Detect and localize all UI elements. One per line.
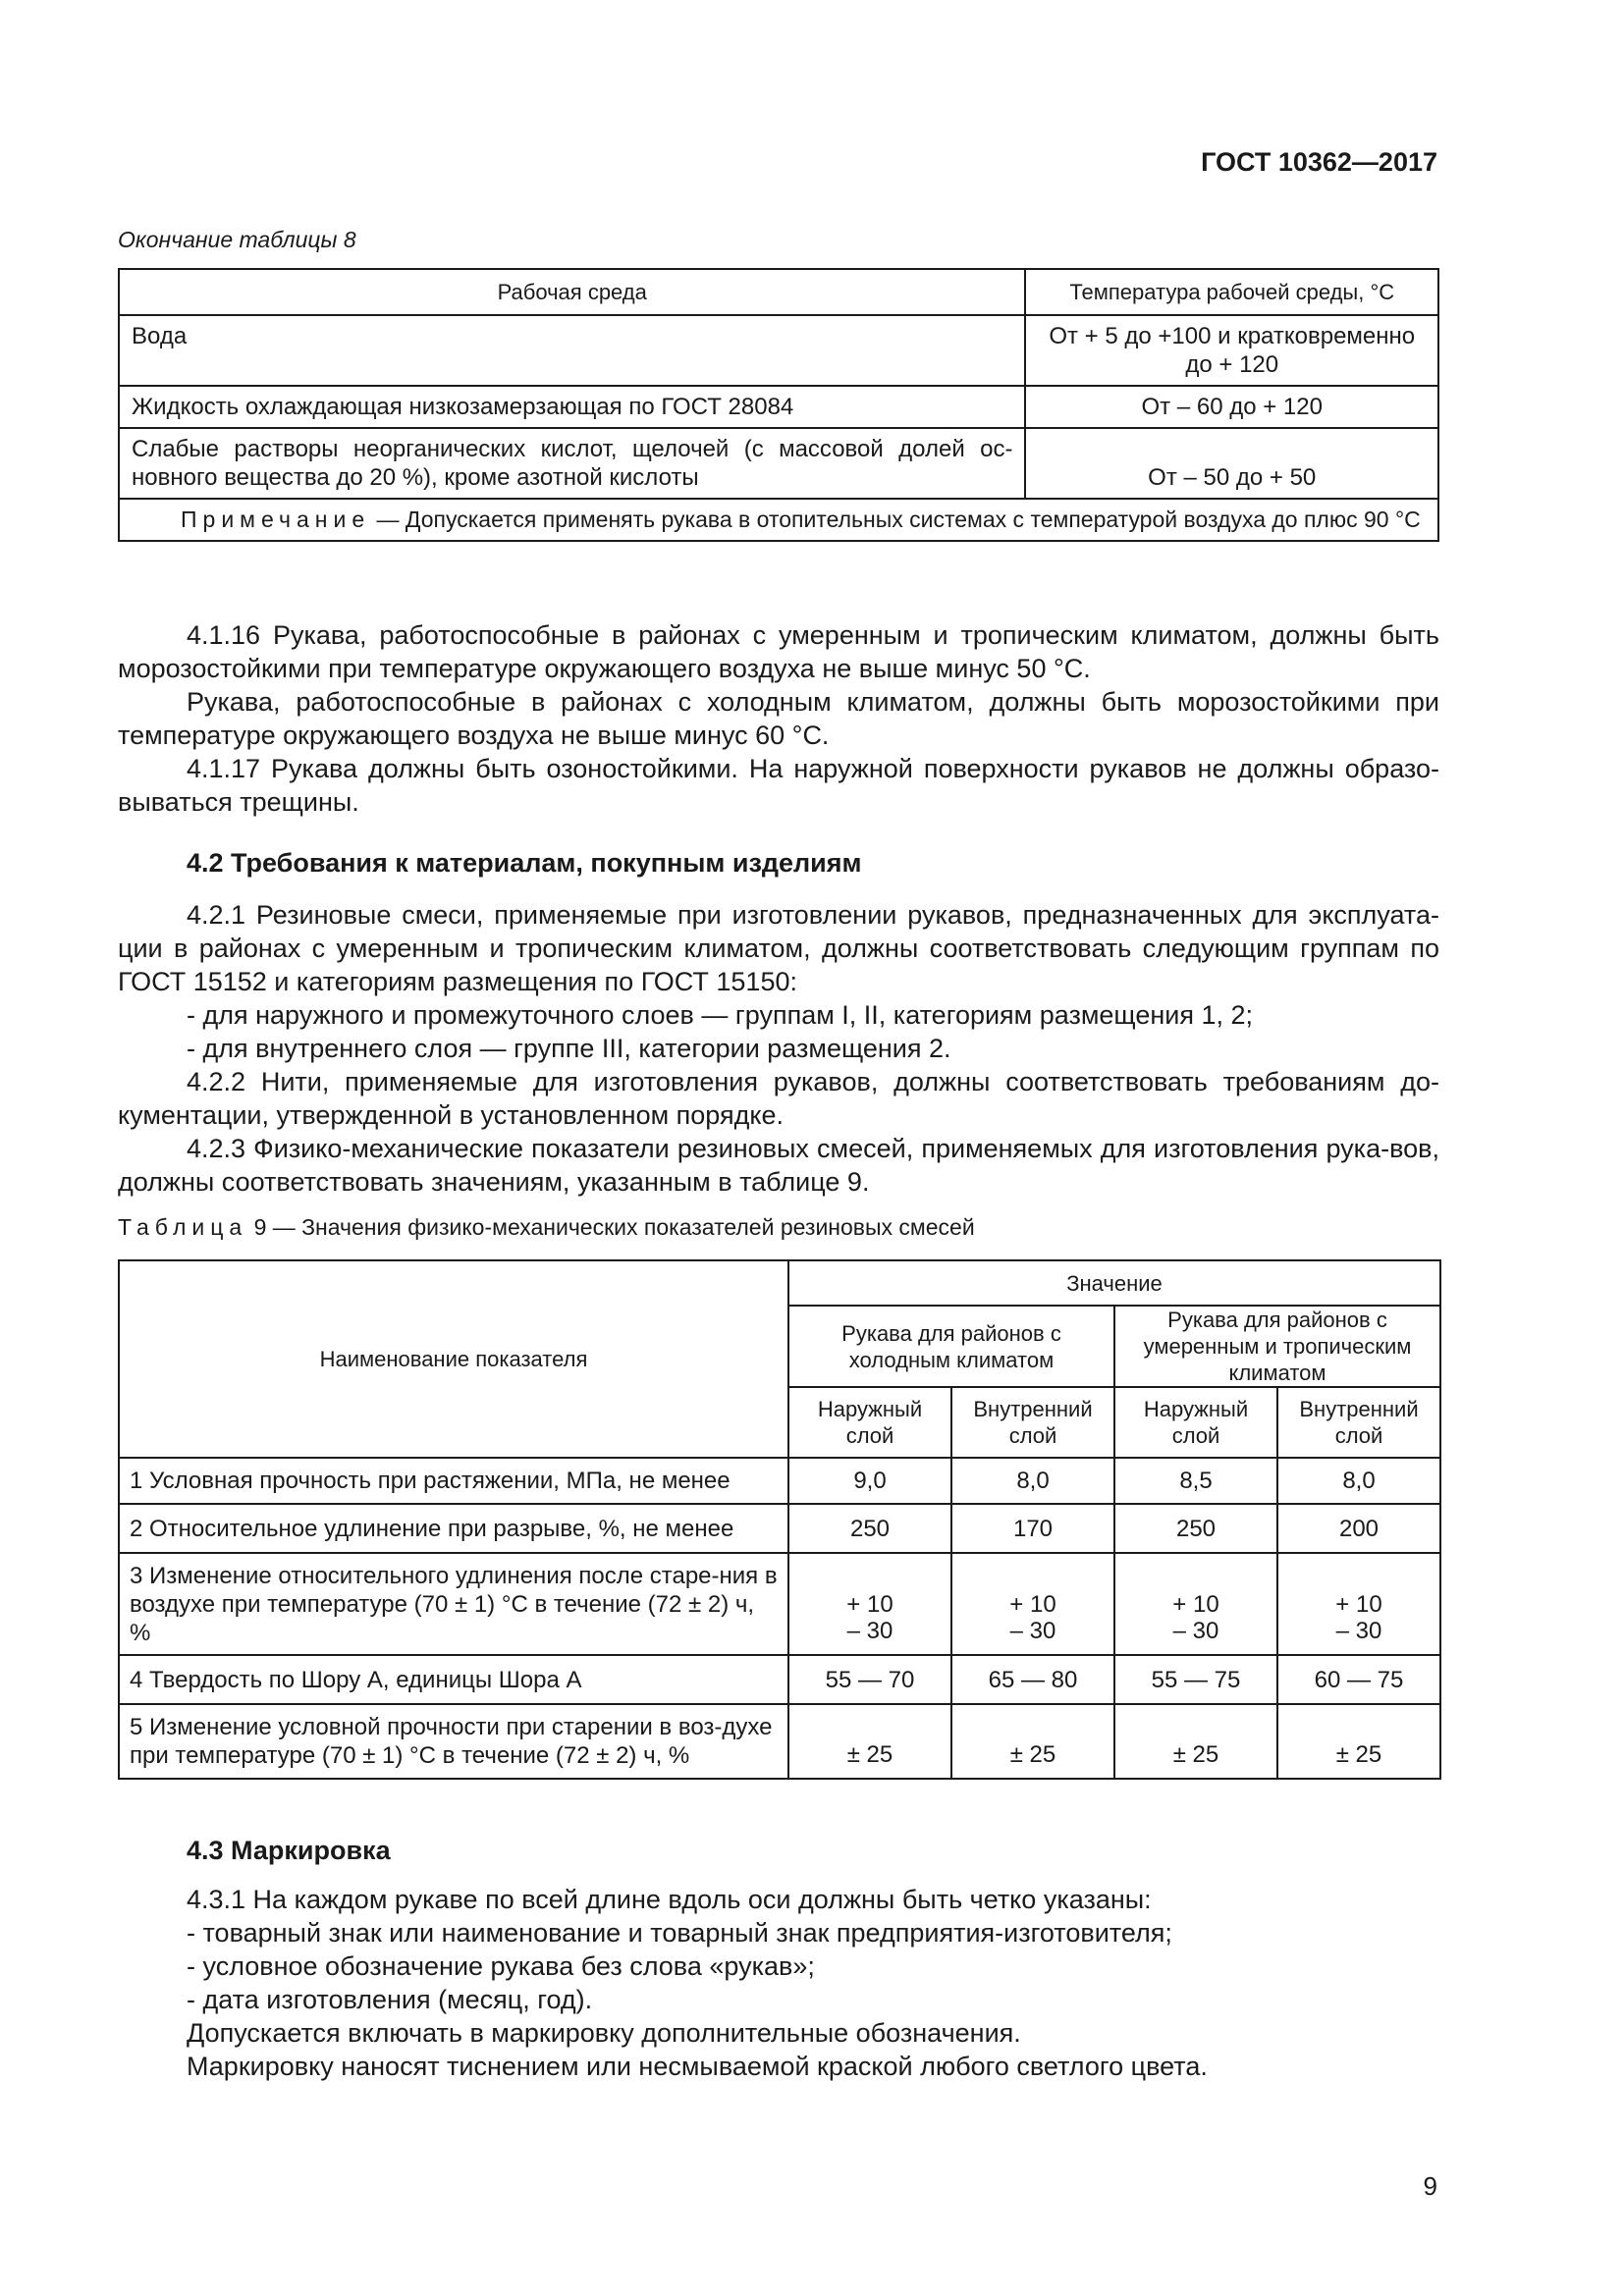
table9-cell [1277, 1553, 1440, 1655]
table9-cell: 9,0 [788, 1458, 951, 1504]
table8-cell-temperature: От – 60 до + 120 [1025, 386, 1438, 428]
table9-caption-text: 9 — Значения физико-механических показателей резиновых смесей [253, 1214, 975, 1240]
table8-head-temperature: Температура рабочей среды, °С [1025, 269, 1438, 315]
table9-cell [788, 1553, 951, 1655]
table9-cell: 200 [1277, 1504, 1440, 1553]
table9-cell: ± 25 [951, 1704, 1114, 1779]
paragraph: 4.3.1 На каждом рукаве по всей длине вдоль оси должны быть четко указаны: [187, 1885, 1152, 1914]
paragraph: 4.1.16 Рукава, работоспособные в районах с умеренным и тропическим климатом, должны быть морозостойкими при температуре окружающего воздуха не выше минус 50 °С. [118, 620, 1439, 683]
paragraph: Рукава, работоспособные в районах с холодным климатом, должны быть морозостойкими при температуре окружающего воздуха не выше минус 60 °С. [118, 687, 1439, 750]
table9-cell: 250 [1114, 1504, 1277, 1553]
table9-cell: 8,0 [1277, 1458, 1440, 1504]
table9-row-name: 2 Относительное удлинение при разрыве, %, не менее [119, 1504, 788, 1553]
value-upper: + 10 [1009, 1591, 1056, 1618]
list-item: - для наружного и промежуточного слоев — группам I, II, категориям размещения 1, 2; [187, 1000, 1254, 1030]
table9-cell: 250 [788, 1504, 951, 1553]
note-text: — Допускается применять рукава в отопительных системах с температурой воздуха до плюс 90 °С [370, 507, 1421, 532]
table9-cell [1114, 1553, 1277, 1655]
list-item: - дата изготовления (месяц, год). [187, 1985, 593, 2014]
table9-row-name: 1 Условная прочность при растяжении, МПа, не менее [119, 1458, 788, 1504]
table9-row-name: 5 Изменение условной прочности при старении в воз-духе при температуре (70 ± 1) °С в течение (72 ± 2) ч, % [119, 1704, 788, 1779]
table-8 [118, 268, 1439, 542]
table9-cell: 55 — 75 [1114, 1655, 1277, 1704]
value-upper: + 10 [846, 1591, 893, 1618]
table-row [119, 1655, 1440, 1704]
table-row [119, 1553, 1440, 1655]
paragraph: 4.2.1 Резиновые смеси, применяемые при изготовлении рукавов, предназначенных для эксплуата-ции в районах с умеренным и тропическим климатом, должны соответствовать следующим группам по ГОСТ 15152 и категориям размещения по ГОСТ 15150: [118, 900, 1439, 996]
table8-cell-medium: Вода [119, 315, 1025, 386]
table-row [119, 1504, 1440, 1553]
table9-cell: 170 [951, 1504, 1114, 1553]
section-4-2-text [118, 898, 1439, 1199]
table-row [119, 428, 1438, 499]
table9-caption [118, 1214, 975, 1241]
table9-head-inner: Внутренний слой [951, 1387, 1114, 1458]
table9-caption-label: Таблица [118, 1214, 248, 1240]
table9-cell: 8,5 [1114, 1458, 1277, 1504]
value-lower: – 30 [1172, 1618, 1219, 1644]
table8-cell-medium: Жидкость охлаждающая низкозамерзающая по ГОСТ 28084 [119, 386, 1025, 428]
paragraph: 4.1.17 Рукава должны быть озоностойкими. На наружной поверхности рукавов не должны образо-вываться трещины. [118, 754, 1439, 817]
table8-header-row [119, 269, 1438, 315]
table8-note [119, 499, 1438, 541]
table8-head-medium: Рабочая среда [119, 269, 1025, 315]
paragraph: Допускается включать в маркировку дополнительные обозначения. [187, 2018, 1021, 2048]
list-item: - для внутреннего слоя — группе III, категории размещения 2. [187, 1034, 951, 1063]
value-upper: + 10 [1172, 1591, 1219, 1618]
table9-head-value: Значение [788, 1260, 1440, 1306]
note-label: Примечание [181, 507, 371, 532]
section-4-3-heading: 4.3 Маркировка [187, 1836, 391, 1865]
list-item: - условное обозначение рукава без слова «рукав»; [187, 1951, 815, 1981]
table8-cell-medium: Слабые растворы неорганических кислот, щелочей (с массовой долей ос-новного вещества до 20 %), кроме азотной кислоты [119, 428, 1025, 499]
table9-cell: ± 25 [1277, 1704, 1440, 1779]
table9-cell: ± 25 [1114, 1704, 1277, 1779]
table9-head-name: Наименование показателя [119, 1260, 788, 1458]
table9-head-cold: Рукава для районов с холодным климатом [788, 1306, 1114, 1387]
section-4-3-text [118, 1883, 1439, 2083]
page-number: 9 [1423, 2171, 1437, 2201]
value-upper: + 10 [1335, 1591, 1382, 1618]
table8-cell-temperature: От + 5 до +100 и кратковременно до + 120 [1025, 315, 1438, 386]
paragraph: 4.2.2 Нити, применяемые для изготовления рукавов, должны соответствовать требованиям до-кументации, утвержденной в установленном порядке. [118, 1067, 1439, 1130]
value-lower: – 30 [846, 1618, 893, 1644]
table9-cell: 60 — 75 [1277, 1655, 1440, 1704]
table-row [119, 386, 1438, 428]
table9-cell: 65 — 80 [951, 1655, 1114, 1704]
table-row [119, 315, 1438, 386]
table8-continuation-caption: Окончание таблицы 8 [118, 227, 356, 252]
section-4-2-heading: 4.2 Требования к материалам, покупным изделиям [187, 848, 862, 878]
section-4-1-text [118, 618, 1439, 819]
value-lower: – 30 [1009, 1618, 1056, 1644]
table8-note-row [119, 499, 1438, 541]
table9-row-name: 4 Твердость по Шору А, единицы Шора А [119, 1655, 788, 1704]
table9-cell: 55 — 70 [788, 1655, 951, 1704]
table9-head-inner: Внутренний слой [1277, 1387, 1440, 1458]
table9-cell [951, 1553, 1114, 1655]
list-item: - товарный знак или наименование и товарный знак предприятия-изготовителя; [187, 1918, 1172, 1948]
table9-head-temperate: Рукава для районов с умеренным и тропическим климатом [1114, 1306, 1440, 1387]
table9-cell: 8,0 [951, 1458, 1114, 1504]
table8-cell-temperature: От – 50 до + 50 [1025, 428, 1438, 499]
table-row [119, 1704, 1440, 1779]
table-row [119, 1458, 1440, 1504]
document-id-header: ГОСТ 10362—2017 [1201, 147, 1437, 177]
value-lower: – 30 [1335, 1618, 1382, 1644]
table9-head-outer: Наружный слой [788, 1387, 951, 1458]
paragraph: 4.2.3 Физико-механические показатели резиновых смесей, применяемых для изготовления рука-вов, должны соответствовать значениям, указанным в таблице 9. [118, 1134, 1439, 1197]
table-9 [118, 1259, 1441, 1780]
table9-head-outer: Наружный слой [1114, 1387, 1277, 1458]
table9-cell: ± 25 [788, 1704, 951, 1779]
table9-row-name: 3 Изменение относительного удлинения после старе-ния в воздухе при температуре (70 ± 1) °С в течение (72 ± 2) ч, % [119, 1553, 788, 1655]
paragraph: Маркировку наносят тиснением или несмываемой краской любого светлого цвета. [187, 2052, 1208, 2081]
table9-header-row [119, 1260, 1440, 1306]
